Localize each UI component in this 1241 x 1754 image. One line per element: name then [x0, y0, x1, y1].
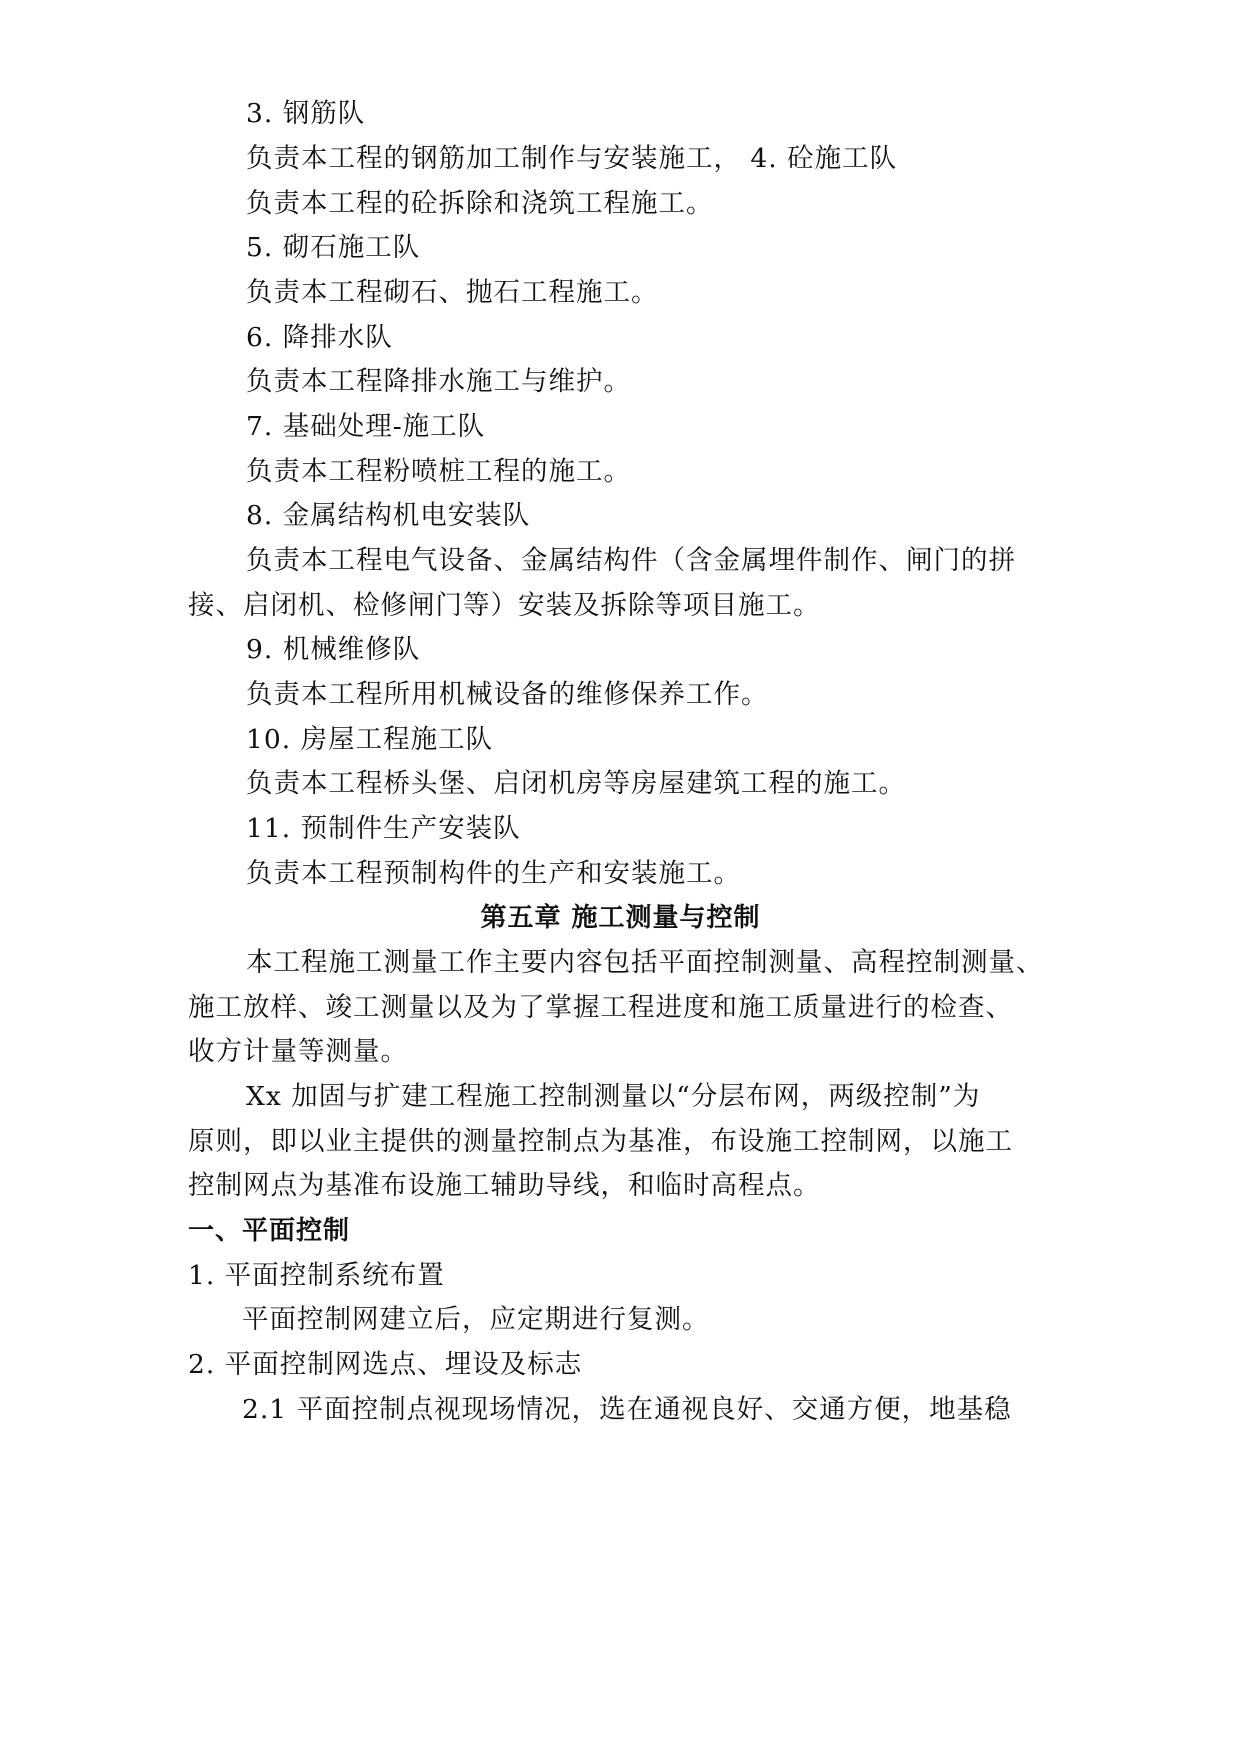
item-8-description-line2: 接、启闭机、检修闸门等）安装及拆除等项目施工。: [188, 590, 821, 621]
subsection-1-heading: 1. 平面控制系统布置: [188, 1260, 445, 1291]
item-10-description: 负责本工程桥头堡、启闭机房等房屋建筑工程的施工。: [246, 768, 906, 799]
item-9-description: 负责本工程所用机械设备的维修保养工作。: [246, 679, 769, 710]
chapter-intro-line2: 施工放样、竣工测量以及为了掌握工程进度和施工质量进行的检查、: [188, 992, 1013, 1023]
item-3-heading: 3. 钢筋队: [246, 98, 366, 129]
item-8-heading: 8. 金属结构机电安装队: [246, 500, 531, 531]
item-6-description: 负责本工程降排水施工与维护。: [246, 366, 631, 397]
item-7-heading: 7. 基础处理-施工队: [246, 411, 486, 442]
subsection-2-1-text: 2.1 平面控制点视现场情况，选在通视良好、交通方便，地基稳: [242, 1394, 1012, 1425]
item-6-heading: 6. 降排水队: [246, 322, 393, 353]
item-11-heading: 11. 预制件生产安装队: [246, 813, 521, 844]
principle-line2: 原则，即以业主提供的测量控制点为基准，布设施工控制网，以施工: [188, 1126, 1013, 1157]
item-11-description: 负责本工程预制构件的生产和安装施工。: [246, 858, 741, 889]
principle-line1: Xx 加固与扩建工程施工控制测量以“分层布网，两级控制”为: [246, 1081, 981, 1112]
item-5-description: 负责本工程砌石、抛石工程施工。: [246, 277, 659, 308]
chapter-intro-line1: 本工程施工测量工作主要内容包括平面控制测量、高程控制测量、: [246, 947, 1044, 978]
principle-line3: 控制网点为基准布设施工辅助导线，和临时高程点。: [188, 1170, 821, 1201]
section-heading-plane-control: 一、平面控制: [188, 1216, 351, 1246]
chapter-intro-line3: 收方计量等测量。: [188, 1036, 408, 1067]
chapter-title: 第五章 施工测量与控制: [480, 903, 761, 933]
subsection-2-heading: 2. 平面控制网选点、埋设及标志: [188, 1349, 583, 1380]
item-4-description: 负责本工程的砼拆除和浇筑工程施工。: [246, 188, 714, 219]
item-9-heading: 9. 机械维修队: [246, 634, 421, 665]
item-7-description: 负责本工程粉喷桩工程的施工。: [246, 456, 631, 487]
subsection-1-text: 平面控制网建立后，应定期进行复测。: [242, 1304, 710, 1335]
item-10-heading: 10. 房屋工程施工队: [246, 724, 494, 755]
item-8-description-line1: 负责本工程电气设备、金属结构件（含金属埋件制作、闸门的拼: [246, 545, 1016, 576]
item-3-description: 负责本工程的钢筋加工制作与安装施工， 4. 砼施工队: [246, 143, 898, 174]
item-5-heading: 5. 砌石施工队: [246, 232, 421, 263]
